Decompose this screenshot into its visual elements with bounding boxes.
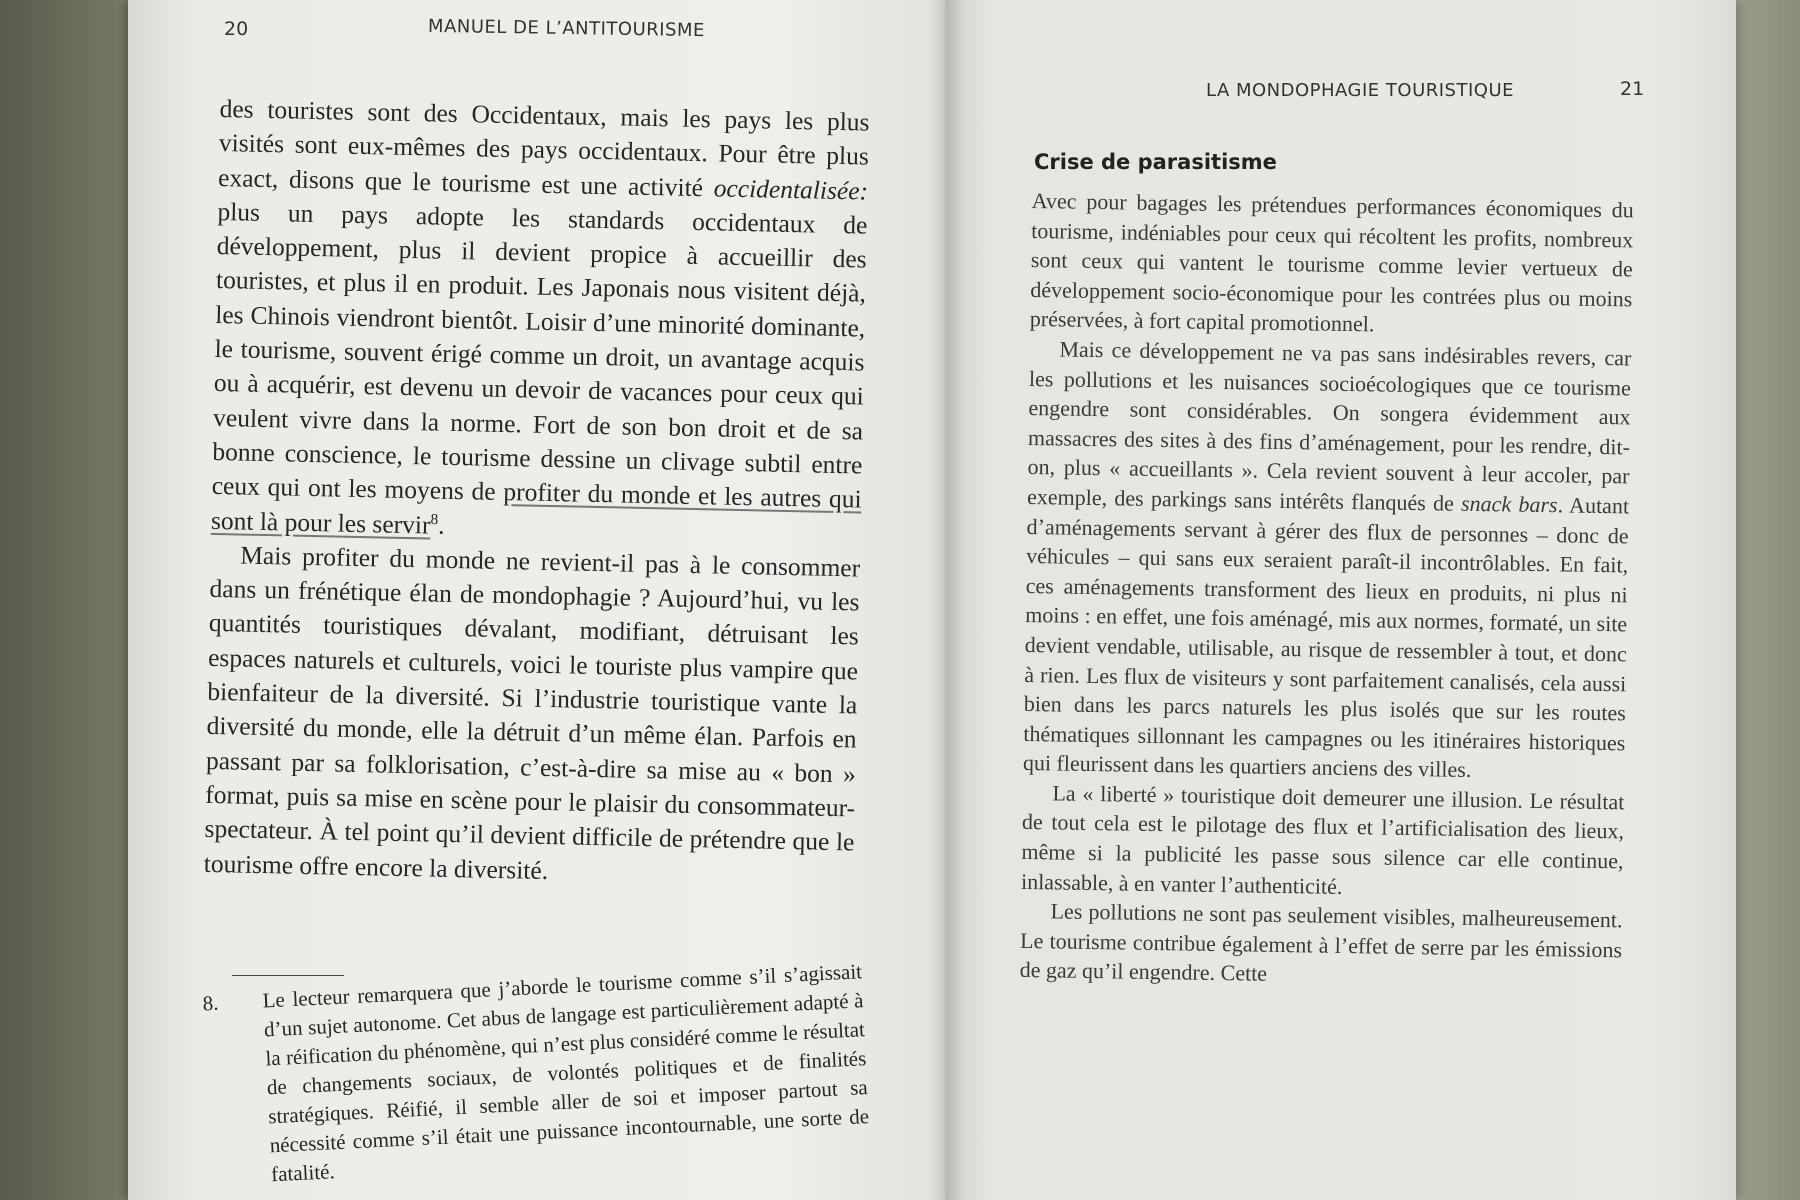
left-page	[128, 0, 946, 1200]
paragraph: des touristes sont des Occidentaux, mais les pays les plus visités sont eux-mêmes des pays occidentaux. Pour être plus exact, disons que le tourisme est une activité occidentalisée: plus un pays adopte les standards occidentaux de développement, plus il devient propice à accueillir des touristes, et plus il en produit. Les Japonais nous visitent déjà, les Chinois viendront bientôt. Loisir d’une minorité dominante, le tourisme, souvent érigé comme un droit, un avantage acquis ou à acquérir, est devenu un devoir de vacances pour ceux qui veulent vivre dans la norme. Fort de son bon droit et de sa bonne conscience, le tourisme dessine un clivage subtil entre ceux qui ont les moyens de profiter du monde et les autres qui sont là pour les servir$^8$.	[210, 93, 870, 540]
section-title: Crise de parasitisme	[1034, 150, 1277, 174]
paragraph: Mais ce développement ne va pas sans indésirables revers, car les pollutions et les nuisances socioécologiques que ce tourisme engendre sont considérables. On songera évidemment aux massacres des sites à des fins d’aménagement, pour les rendre, dit-on, plus « accueillants ». Cela revient souvent à leur accoler, par exemple, des parkings sans intérêts flanqués de snack bars. Autant d’aménagements servant à gérer des flux de personnes – donc de véhicules – qui sans eux seraient paraît-il incontrôlables. En fait, ces aménagements transforment des lieux en produits, ni plus ni moins : en effet, une fois aménagé, mis aux normes, formaté, un site devient vendable, utilisable, au risque de ressembler à tout, et donc à rien. Les flux de visiteurs y sont parfaitement canalisés, cela aussi bien dans les parcs naturels les plus isolés que sur les routes thématiques sillonnant les campagnes ou les itinéraires historiques qui fleurissent dans les quartiers anciens des villes.	[1022, 336, 1632, 783]
footnote-rule	[232, 975, 344, 976]
footnote-number: 8.	[202, 990, 220, 1016]
book-gutter	[930, 0, 964, 1200]
paragraph: Les pollutions ne sont pas seulement visibles, malheureusement. Le tourisme contribue également à l’effet de serre par les émissions de gaz qu’il engendre. Cette	[1019, 898, 1623, 987]
background-left	[0, 0, 140, 1200]
footnote-ref: 8	[430, 510, 439, 528]
background-right	[1730, 0, 1800, 1200]
footnote	[202, 957, 871, 1191]
right-page	[946, 0, 1736, 1200]
left-body-text	[203, 92, 869, 894]
running-head-right: LA MONDOPHAGIE TOURISTIQUE	[1206, 80, 1515, 101]
footnote-text: Le lecteur remarquera que j’aborde le tourisme comme s’il s’agissait d’un sujet autonome. Cet abus de langage est particulièrement adapté à la réification du phénomène, qui n’est plus considéré comme le résultat de changements sociaux, de volontés politiques et de finalités stratégiques. Réifié, il semble aller de soi et imposer partout sa nécessité comme s’il était une puissance incontournable, une sorte de fatalité.	[262, 959, 870, 1187]
underlined-phrase: profiter du monde et les autres qui sont là pour les servir	[210, 477, 862, 540]
paragraph: Avec pour bagages les prétendues performances économiques du tourisme, indéniables pour ceux qui récoltent les profits, nombreux sont ceux qui vantent le tourisme comme levier vertueux de développement socio-économique pour les contrées plus ou moins préservées, à fort capital promotionnel.	[1029, 187, 1634, 337]
italic-term: snack bars	[1460, 490, 1558, 518]
italic-term: occidentalisée:	[713, 172, 869, 206]
page-number-right: 21	[1620, 78, 1645, 100]
paragraph: Mais profiter du monde ne revient-il pas à le consommer dans un frénétique élan de mondophagie ? Aujourd’hui, vu les quantités touristiques dévalant, modifiant, détruisant les espaces naturels et culturels, voici le touriste plus vampire que bienfaiteur de la diversité. Si l’industrie touristique vante la diversité du monde, elle la détruit d’un même élan. Parfois en passant par sa folklorisation, c’est-à-dire sa mise au « bon » format, puis sa mise en scène pour le plaisir du consommateur-spectateur. À tel point qu’il devient difficile de prétendre que le tourisme offre encore la diversité.	[203, 540, 861, 885]
page-number-left: 20	[224, 18, 249, 40]
running-head-left: MANUEL DE L’ANTITOURISME	[427, 15, 706, 42]
paragraph: La « liberté » touristique doit demeurer une illusion. Le résultat de tout cela est le pilotage des flux et l’artificialisation des lieux, même si la publicité les passe sous silence car elle continue, inlassable, à en vanter l’authenticité.	[1020, 780, 1625, 899]
right-body-text	[1019, 186, 1633, 994]
